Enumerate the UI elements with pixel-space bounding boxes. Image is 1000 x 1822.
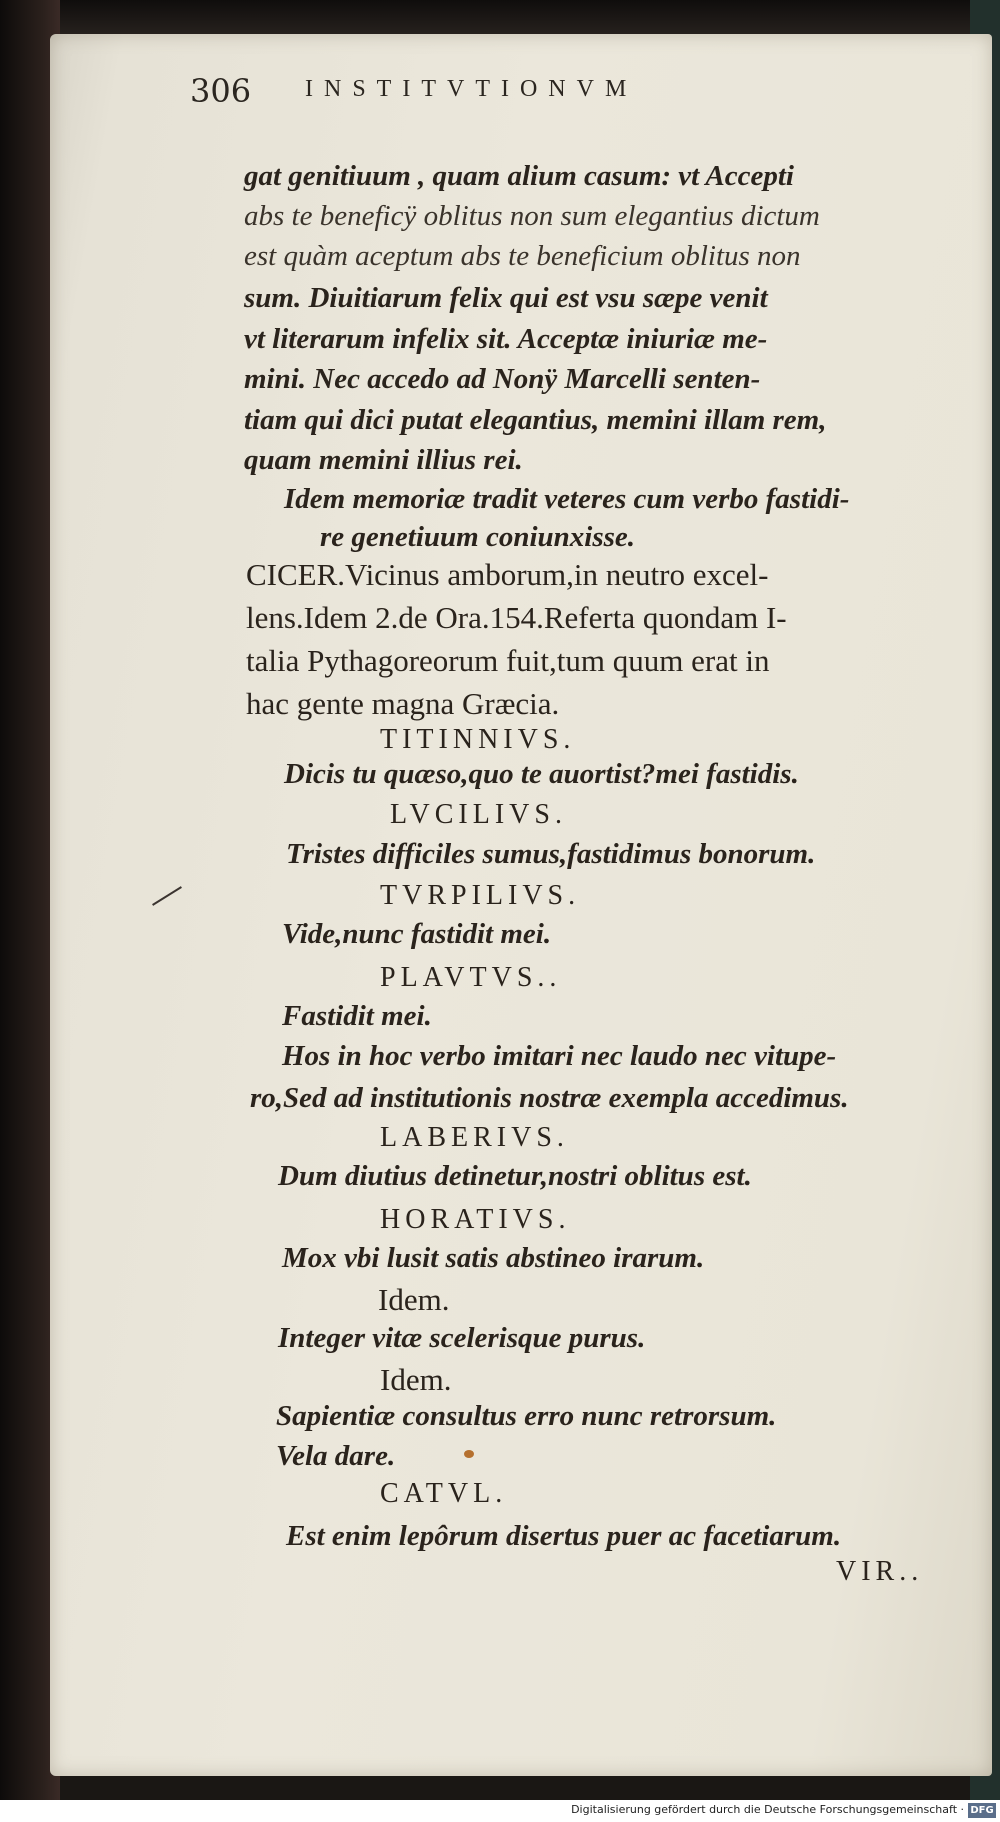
citation-author: LVCILIVS. — [390, 799, 567, 830]
citation-quote: Dum diutius detinetur,nostri oblitus est. — [278, 1160, 752, 1192]
citation-quote: Integer vitæ scelerisque purus. — [278, 1322, 646, 1354]
text-line: quam memini illius rei. — [244, 444, 523, 476]
extra-line: Vela dare. — [276, 1440, 396, 1472]
footer-credit: Digitalisierung gefördert durch die Deutsche Forschungsgemeinschaft · — [571, 1803, 964, 1816]
citation-author: PLAVTVS.. — [380, 962, 562, 993]
running-title: INSTITVTIONVM — [305, 76, 638, 102]
roman-line: CICER.Vicinus amborum,in neutro excel- — [246, 557, 769, 592]
citation-author: Idem. — [378, 1282, 450, 1317]
citation-quote: Vide,nunc fastidit mei. — [282, 918, 552, 950]
commentary-line: ro,Sed ad institutionis nostræ exempla accedimus. — [250, 1082, 849, 1114]
text-line: tiam qui dici putat elegantius, memini illam rem, — [244, 404, 827, 436]
text-line: Idem memoriæ tradit veteres cum verbo fastidi- — [284, 483, 850, 515]
citation-quote: Est enim lepôrum disertus puer ac facetiarum. — [286, 1520, 842, 1552]
text-line: re genetiuum coniunxisse. — [320, 521, 636, 553]
commentary-line: Hos in hoc verbo imitari nec laudo nec vitupe- — [282, 1040, 837, 1072]
roman-line: talia Pythagoreorum fuit,tum quum erat in — [246, 643, 770, 678]
citation-author: TVRPILIVS. — [380, 880, 581, 911]
page-number: 306 — [190, 72, 252, 110]
text-line: mini. Nec accedo ad Nonÿ Marcelli senten- — [244, 363, 761, 395]
page-header — [190, 72, 810, 112]
text-line: est quàm aceptum abs te beneficium oblitus non — [244, 240, 801, 272]
ink-stain — [464, 1450, 474, 1458]
catchword: VIR.. — [836, 1556, 924, 1587]
text-line: vt literarum infelix sit. Acceptæ iniuriæ me- — [244, 323, 768, 355]
text-line: sum. Diuitiarum felix qui est vsu sæpe venit — [244, 282, 768, 314]
roman-line: hac gente magna Græcia. — [246, 686, 560, 721]
dfg-logo: DFG — [968, 1803, 996, 1818]
text-line: gat genitiuum , quam alium casum: vt Accepti — [244, 160, 794, 192]
citation-author: HORATIVS. — [380, 1204, 571, 1235]
citation-author: CATVL. — [380, 1478, 508, 1509]
citation-quote: Sapientiæ consultus erro nunc retrorsum. — [276, 1400, 777, 1432]
citation-quote: Dicis tu quæso,quo te auortist?mei fastidis. — [284, 758, 799, 790]
citation-quote: Fastidit mei. — [282, 1000, 432, 1032]
roman-line: lens.Idem 2.de Ora.154.Referta quondam I- — [246, 600, 787, 635]
digitization-footer — [0, 1800, 1000, 1822]
citation-quote: Mox vbi lusit satis abstineo irarum. — [282, 1242, 705, 1274]
text-line: abs te beneficÿ oblitus non sum elegantius dictum — [244, 200, 820, 232]
citation-author: Idem. — [380, 1362, 452, 1397]
citation-author: LABERIVS. — [380, 1122, 569, 1153]
citation-author: TITINNIVS. — [380, 724, 576, 755]
citation-quote: Tristes difficiles sumus,fastidimus bonorum. — [286, 838, 816, 870]
